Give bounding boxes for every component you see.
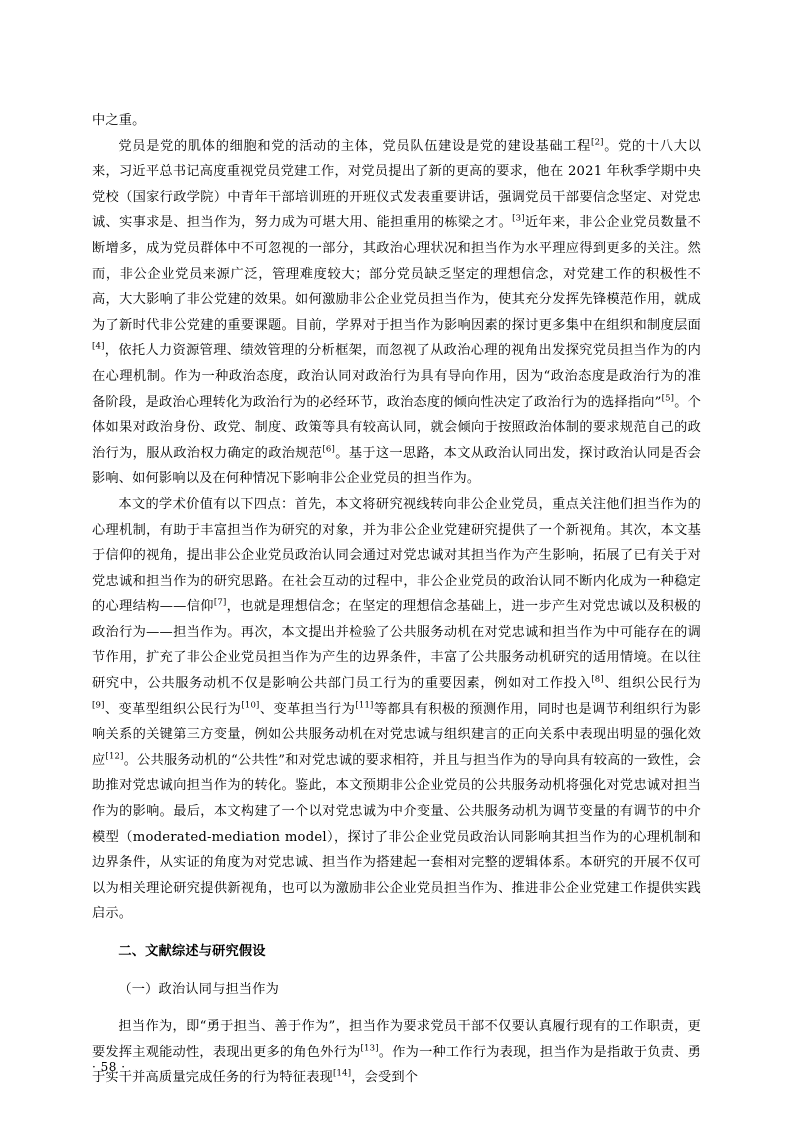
paragraph-responsibility: 担当作为，即“勇于担当、善于作为”，担当作为要求党员干部不仅要认真履行现有的工作职责，更要发挥主观能动性，表现出更多的角色外行为[13]。作为一种工作行为表现，担当作为是指敢于负责、勇于实干并高质量完成任务的行为特征表现[14]，会受到个 bbox=[92, 1019, 701, 1086]
subsection-heading: （一）政治认同与担当作为 bbox=[118, 981, 280, 997]
paragraph-party-members: 党员是党的肌体的细胞和党的活动的主体，党员队伍建设是党的建设基础工程[2]。党的十八大以来，习近平总书记高度重视党员党建工作，对党员提出了新的更高的要求，他在 2021 年秋季学期中央党校（国家行政学院）中青年干部培训班的开班仪式发表重要讲话，强调党员干部要信念坚定、对党忠诚、实事求是、担当作为，努力成为可堪大用、能担重用的栋梁之才。[3]近年来，非公企业党员数量不断增多，成为党员群体中不可忽视的一部分，其政治心理状况和担当作为水平理应得到更多的关注。然而，非公企业党员来源广泛，管理难度较大；部分党员缺乏坚定的理想信念，对党建工作的积极性不高，大大影响了非公党建的效果。如何激励非公企业党员担当作为，使其充分发挥先锋模范作用，就成为了新时代非公党建的重要课题。目前，学界对于担当作为影响因素的探讨更多集中在组织和制度层面[4]，依托人力资源管理、绩效管理的分析框架，而忽视了从政治心理的视角出发探究党员担当作为的内在心理机制。作为一种政治态度，政治认同对政治行为具有导向作用，因为“政治态度是政治行为的准备阶段，是政治心理转化为政治行为的必经环节，政治态度的倾向性决定了政治行为的选择指向”[5]。个体如果对政治身份、政党、制度、政策等具有较高认同，就会倾向于按照政治体制的要求规范自己的政治行为，服从政治权力确定的政治规范[6]。基于这一思路，本文从政治认同出发，探讨政治认同是否会影响、如何影响以及在何种情况下影响非公企业党员的担当作为。 bbox=[92, 137, 701, 487]
section-spacer-bottom bbox=[92, 1002, 701, 1014]
section-spacer-mid bbox=[92, 965, 701, 977]
paragraph-academic-value: 本文的学术价值有以下四点：首先，本文将研究视线转向非公企业党员，重点关注他们担当作为的心理机制，有助于丰富担当作为研究的对象，并为非公企业党建研究提供了一个新视角。其次，本文基于信仰的视角，提出非公企业党员政治认同会通过对党忠诚对其担当作为产生影响，拓展了已有关于对党忠诚和担当作为的研究思路。在社会互动的过程中，非公企业党员的政治认同不断内化成为一种稳定的心理结构——信仰[7]，也就是理想信念；在坚定的理想信念基础上，进一步产生对党忠诚以及积极的政治行为——担当作为。再次，本文提出并检验了公共服务动机在对党忠诚和担当作为中可能存在的调节作用，扩充了非公企业党员担当作为产生的边界条件，丰富了公共服务动机研究的适用情境。在以往研究中，公共服务动机不仅是影响公共部门员工行为的重要因素，例如对工作投入[8]、组织公民行为[9]、变革型组织公民行为[10]、变革担当行为[11]等都具有积极的预测作用，同时也是调节利组织行为影响关系的关键第三方变量，例如公共服务动机在对党忠诚与组织建言的正向关系中表现出明显的强化效应[12]。公共服务动机的“公共性”和对党忠诚的要求相符，并且与担当作为的导向具有较高的一致性，会助推对党忠诚向担当作为的转化。鉴此，本文预期非公企业党员的公共服务动机将强化对党忠诚对担当作为的影响。最后，本文构建了一个以对党忠诚为中介变量、公共服务动机为调节变量的有调节的中介模型（moderated-mediation model），探讨了非公企业党员政治认同影响其担当作为的心理机制和边界条件，从实证的角度为对党忠诚、担当作为搭建起一套相对完整的逻辑体系。本研究的开展不仅可以为相关理论研究提供新视角，也可以为激励非公企业党员担当作为、推进非公企业党建工作提供实践启示。 bbox=[92, 496, 702, 922]
page-number: · 58 · bbox=[92, 1060, 126, 1074]
section-heading: 二、文献综述与研究假设 bbox=[118, 944, 266, 959]
document-body bbox=[92, 108, 701, 1091]
section-spacer-top bbox=[92, 927, 701, 939]
paragraph-continued: 中之重。 bbox=[92, 113, 146, 128]
